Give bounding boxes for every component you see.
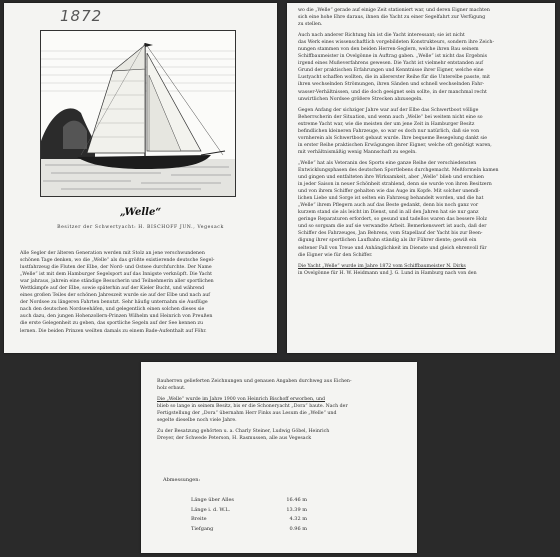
sailboat-illustration — [41, 31, 235, 196]
text-line: Grund der praktischen Erfahrungen und Kenntnisse ihrer Eigner, welche eine — [298, 68, 484, 74]
measurements-table — [191, 496, 307, 534]
text-line: in erster Reihe praktischen Erwägungen ihrer Eigner, welche oft genötigt waren, — [298, 142, 492, 148]
text-line: auch dazu, den jungen Hohenzollern-Prinzen Wilhelm und Heinrich von Preußen — [20, 314, 213, 320]
text-line: seltener Fall von Treue und Anhänglichkeit im Dienste und gleich ehrenvoll für — [298, 245, 487, 251]
text-line: in jeder Saison in neuer Schönheit strahlend, denn sie wurde von ihren Besitzern — [298, 182, 492, 188]
text-line: zu stellen. — [298, 22, 323, 28]
text-line: „Welle“ hat als Veteranin des Sports eine ganze Reihe der verschiedensten — [298, 160, 477, 166]
text-line: eines großen Teiles der schönen Jahreszeit wurde sie auf der Elbe und nach auf — [20, 293, 211, 299]
text-line: mit verhältnismäßig wenig Mannschaft zu segeln. — [298, 149, 417, 155]
text-line: war jahraus, jahrein eine ständige Besucherin und Teilnehmerin aller sportlichen — [20, 279, 214, 285]
text-line: und von ihrem Schiffer gehalten wie das Auge im Kopfe. Mit solcher unendl- — [298, 189, 481, 195]
text-line: vornherein als Schwertboot gebaut wurde. Ihre bequeme Besegelung dankt sie — [298, 135, 488, 141]
text-line: Gegen Anfang der sichziger Jahre war auf der Elbe das Schwertboot völlige — [298, 107, 479, 113]
text-line: Lustyacht schaffen wollten, die in allererster Reihe für die Unterelbe passte, mit — [298, 75, 491, 81]
text-line: lustfahrzeug die Fluten der Elbe, der Nord- und Ostsee durchfurchte. Der Name — [20, 265, 212, 271]
text-line: nungen stammen von den beiden Herren-Seglern, welche ihren Bau seinem — [298, 47, 479, 53]
text-line: Bauherren gelieferten Zeichnungen und genauen Angaben durchweg aus Eichen- — [157, 379, 352, 384]
text-line: holz erbaut. — [157, 386, 186, 392]
text-line: kurzem stand sie als leicht im Dienst, und in all den Jahren hat sie nur ganz — [298, 210, 479, 216]
text-line: wo die „Welle“ gerade auf einige Zeit stationiert war, und deren Eigner machten — [298, 8, 490, 13]
text-line: blieb so lange in seinem Besitz, bis er die Schoneryacht „Dora“ baute. Nach der — [157, 404, 348, 410]
text-line: befindlichen kleineren Fahrzeuge, so war es doch nur natürlich, daß sie von — [298, 128, 480, 134]
text-line: Auch nach anderer Richtung hin ist die Yacht interessant; sie ist nicht — [298, 33, 465, 39]
text-line: Schiffbaumeister in Ovelgönne in Auftrag gaben. „Welle“ ist nicht das Ergebnis — [298, 54, 488, 60]
text-line: lichen Liebe und Sorge ist selten ein Fahrzeug behandelt worden, und die hat — [298, 196, 484, 202]
text-line: Alle Segler der älteren Generation werden mit Stolz an jene verschwundenen — [20, 251, 205, 256]
text-line: Schiffer des Fahrzeuges, Jan Behrens, vom Stapellauf der Yacht bis zur Been- — [298, 231, 483, 237]
right-body-text — [298, 7, 544, 277]
measurement-value: 0.96 m — [289, 525, 307, 532]
measurement-label: Länge über Alles — [191, 497, 234, 503]
measurement-row — [191, 506, 307, 516]
text-line: Wettkämpfe auf der Elbe, sowie späterhin auf der Kieler Bucht, und während — [20, 286, 205, 292]
measurement-value: 13.39 m — [286, 506, 307, 513]
handwritten-year: 1872 — [60, 7, 103, 25]
measurement-label: Tiefgang — [191, 525, 214, 532]
text-line: Beherrscherin der Situation, und wenn auch „Welle“ bei weitem nicht eine so — [298, 114, 483, 120]
owner-caption: Besitzer der Schwertyacht: H. BISCHOFF JUN., Vegesack — [57, 225, 224, 230]
text-line-underlined: Die „Welle“ wurde im Jahre 1900 von Heinrich Bischoff erworben, und — [157, 397, 326, 403]
measurements-title: Abmessungen: — [163, 477, 201, 483]
text-line: irgend eines Mußeverfahrens gewesen. Die Yacht ist vielmehr entstanden auf — [298, 61, 483, 67]
text-line: segelte dieselbe noch viele Jahre. — [157, 418, 237, 424]
text-line: das Werk eines wissenschaftlich vorgebildeten Konstrukteurs, sondern ihre Zeich- — [298, 40, 495, 46]
text-line: schönen Tage denken, wo die „Welle“ als das größte existierende deutsche Segel- — [20, 258, 215, 264]
measurement-row — [191, 525, 307, 535]
text-line: ihren wechselnden Strömungen, ihren Sänden und schnell wechselnden Fahr- — [298, 82, 485, 88]
bottom-body-text — [157, 378, 403, 442]
text-line: „Welle“ ist mit dem Hamburger Segelsport auf das Innigste verknüpft. Die Yacht — [20, 272, 213, 278]
text-line: unwirtlichen Nordsee größere Strecken abzusegeln. — [298, 96, 423, 102]
text-line: nach den deutschen Nordseehäfen, und gelegentlich einen solchen dieses sie — [20, 307, 205, 313]
text-line: die erste Gelegenheit zu geben, das sportliche Segeln auf der See kennen zu — [20, 321, 204, 327]
text-line-underlined: Die Yacht „Welle“ wurde im Jahre 1872 vom Schiffbaumeister N. Dirks — [298, 263, 466, 269]
text-line: Zu der Besatzung gehörten u. a. Charly Steiner, Ludwig Göbel, Heinrich — [157, 429, 330, 435]
measurement-value: 16.46 m — [286, 497, 307, 503]
text-line: die Eigner wie für den Schiffer. — [298, 252, 373, 258]
right-page — [287, 3, 555, 353]
measurement-row — [191, 515, 307, 525]
text-line: Entwicklungsphasen des deutschen Sportlebens durchgemacht. Meßformeln kamen — [298, 167, 499, 173]
text-line: „Welle“ ihrem Pflegern auch auf das Beste gedankt, denn bis noch ganz vor — [298, 203, 479, 209]
text-line: der Nordsee zu längeren Fahrten benutzt. Sehr häufig unternahm sie Ausflüge — [20, 300, 208, 306]
left-page — [4, 3, 277, 353]
bottom-page — [141, 362, 417, 553]
measurement-label: Breite — [191, 516, 207, 523]
left-body-text — [20, 250, 264, 335]
measurement-row — [191, 496, 307, 506]
measurement-label: Länge i. d. W.L. — [191, 506, 231, 513]
yacht-engraving — [40, 30, 236, 197]
text-line: geringe Reparaturen erfordert, so gesund und tadellos waren das bessere Holz — [298, 217, 487, 223]
text-line: sich eine hohe Ehre daraus, ihnen die Yacht zu einer Segelfahrt zur Verfügung — [298, 15, 486, 21]
text-line: digung ihrer sportlichen Laufbahn ständig als ihr Führer diente; gewiß ein — [298, 238, 477, 244]
text-line: und gingen und entfalteten ihre Wirksamkeit, aber „Welle“ blieb und erschien — [298, 175, 484, 181]
boat-name-heading: „Welle“ — [119, 207, 162, 218]
text-line: Fertigstellung der „Dora“ übernahm Herr Finks aus Lesum die „Welle“ und — [157, 411, 337, 417]
text-line: extreme Yacht war, wie die meisten der um jene Zeit in Hamburger Besitz — [298, 121, 475, 127]
text-line: und so sorgsam die auf sie verwandte Arbeit. Bemerkenswert ist auch, daß der — [298, 224, 487, 230]
text-line: lernen. Die beiden Prinzen weilten damals zu einem Bade-Aufenthalt auf Föhr. — [20, 328, 207, 334]
measurement-value: 4.32 m — [289, 516, 307, 523]
text-line: Dreyer, der Schwede Peterson, H. Rasmussen, alle aus Vegesack — [157, 436, 312, 442]
text-line: in Övelgönne für H. W. Heidmann und J. G. Lund in Hamburg nach von den — [298, 270, 477, 276]
text-line: wasser-Verhältnissen, und die doch geeignet sein sollte, in der manchmal recht — [298, 89, 487, 95]
